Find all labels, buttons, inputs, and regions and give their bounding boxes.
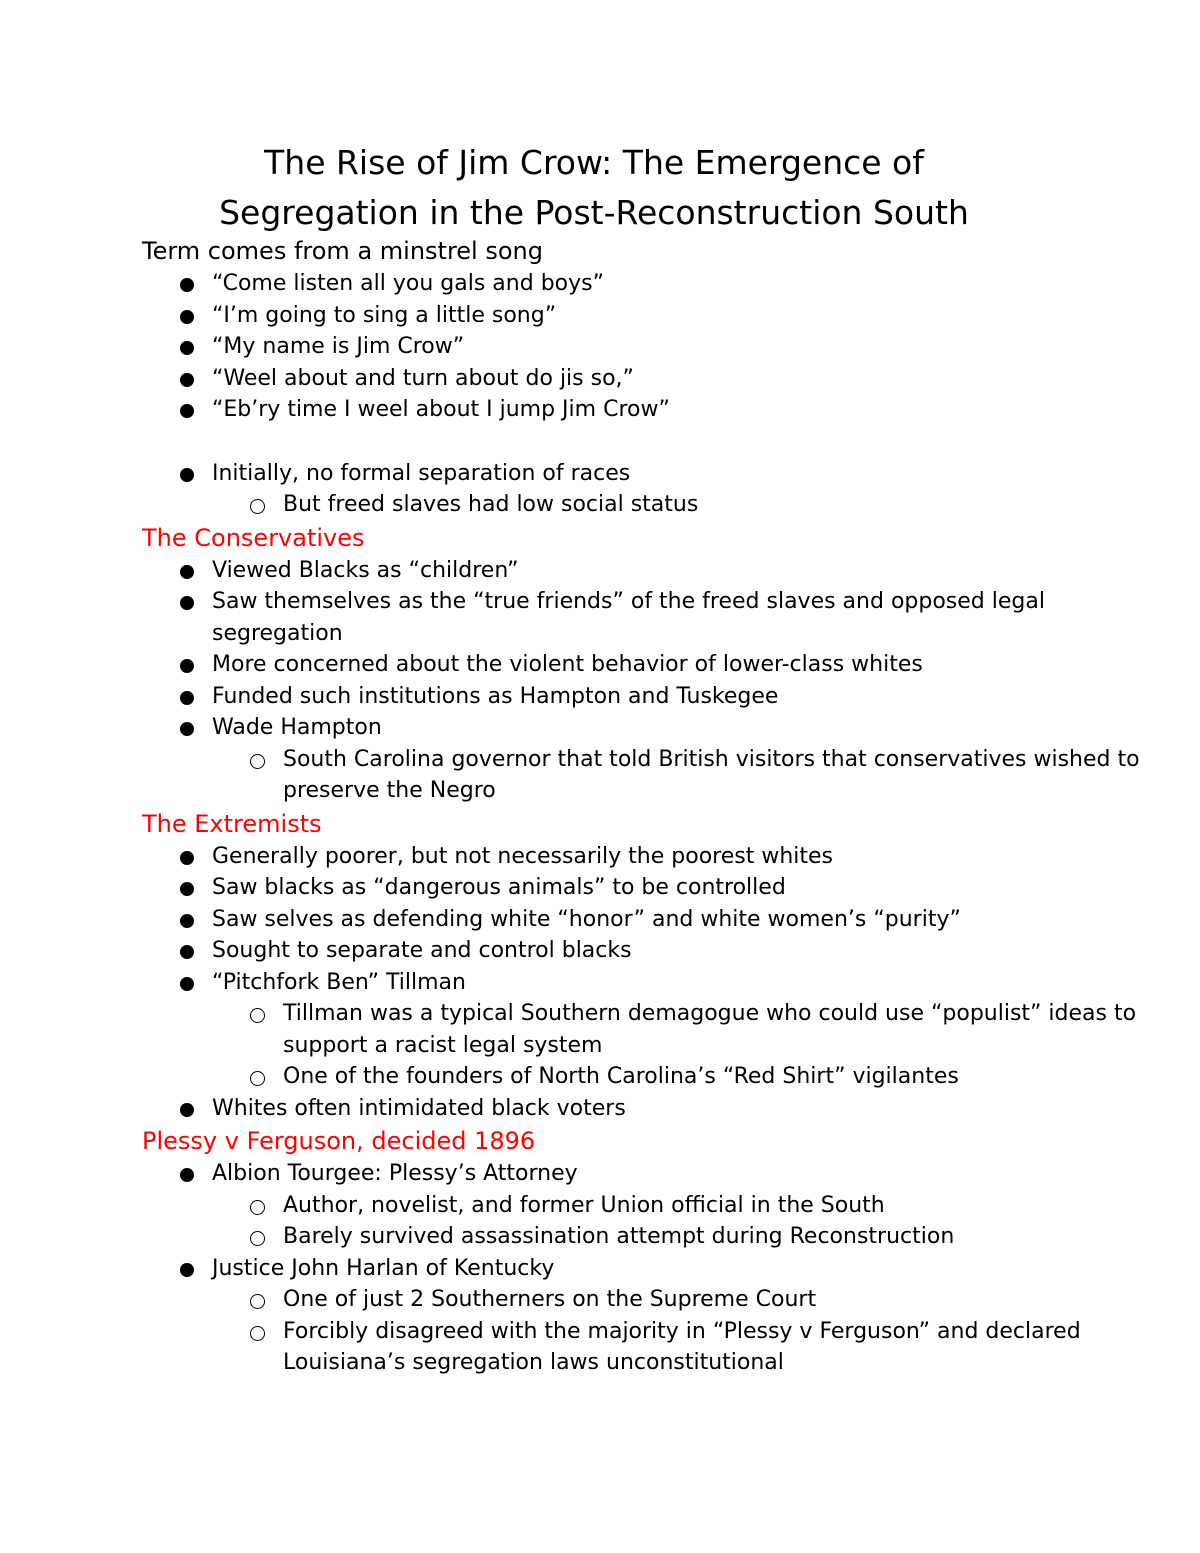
- bullet-item: [142, 872, 1142, 904]
- bullet-text: Whites often intimidated black voters: [212, 1095, 626, 1121]
- bullet-text: South Carolina governor that told British visitors that conservatives wished to preserve the Negro: [283, 746, 1140, 803]
- bullet-text: “My name is Jim Crow”: [212, 334, 465, 359]
- bullet-item: [142, 681, 1142, 713]
- bullet-text: Saw blacks as “dangerous animals” to be controlled: [212, 875, 786, 900]
- bullet-text: Tillman was a typical Southern demagogue who could use “populist” ideas to support a racist legal system: [283, 1001, 1137, 1058]
- sub-bullet-item: [142, 744, 1142, 807]
- bullet-text: Wade Hampton: [212, 715, 382, 740]
- bullet-item: [142, 649, 1142, 681]
- sub-bullet-item: [142, 1284, 1142, 1316]
- bullet-text: Sought to separate and control blacks: [212, 938, 632, 963]
- sub-bullet-item: [142, 489, 1142, 521]
- bullet-item: [142, 586, 1142, 649]
- bullet-text: Initially, no formal separation of races: [212, 460, 631, 486]
- bullet-text: Viewed Blacks as “children”: [212, 557, 519, 583]
- bullet-list: [142, 268, 1142, 521]
- bullet-text: Funded such institutions as Hampton and Tuskegee: [212, 683, 779, 709]
- bullet-item: [142, 555, 1142, 587]
- bullet-item: [142, 712, 1142, 744]
- bullet-text: Generally poorer, but not necessarily the poorest whites: [212, 843, 834, 869]
- section-heading: Term comes from a minstrel song: [142, 237, 543, 265]
- bullet-text: “Weel about and turn about do jis so,”: [212, 365, 634, 391]
- bullet-item: [142, 904, 1142, 936]
- sub-bullet-item: [142, 1190, 1142, 1222]
- sub-bullet-item: [142, 998, 1142, 1061]
- section-heading: Plessy v Ferguson, decided 1896: [142, 1127, 536, 1155]
- bullet-item: [142, 268, 1142, 300]
- bullet-text: “I’m going to sing a little song”: [212, 302, 557, 328]
- bullet-list: [142, 841, 1142, 1125]
- bullet-item: [142, 1093, 1142, 1125]
- bullet-item: [142, 458, 1142, 490]
- bullet-item: [142, 935, 1142, 967]
- section-heading: The Extremists: [142, 809, 322, 838]
- bullet-text: Saw themselves as the “true friends” of the freed slaves and opposed legal segregation: [212, 589, 1045, 646]
- bullet-text: Justice John Harlan of Kentucky: [212, 1255, 555, 1281]
- bullet-list: [142, 1158, 1142, 1379]
- title-line-2: Segregation in the Post-Reconstruction South: [219, 193, 969, 232]
- bullet-item: [142, 394, 1142, 426]
- bullet-text: Barely survived assassination attempt during Reconstruction: [283, 1224, 955, 1249]
- blank-line: [142, 426, 1142, 458]
- bullet-item: [142, 300, 1142, 332]
- bullet-item: [142, 967, 1142, 999]
- bullet-item: [142, 841, 1142, 873]
- bullet-text: One of the founders of North Carolina’s “Red Shirt” vigilantes: [283, 1064, 959, 1089]
- bullet-text: Author, novelist, and former Union official in the South: [283, 1192, 885, 1218]
- notes-content: [142, 234, 1142, 1379]
- sub-bullet-item: [142, 1061, 1142, 1093]
- bullet-text: Forcibly disagreed with the majority in “Plessy v Ferguson” and declared Louisiana’s segregation laws unconstitutional: [283, 1318, 1081, 1375]
- title-line-1: The Rise of Jim Crow: The Emergence of: [264, 143, 924, 182]
- bullet-text: “Pitchfork Ben” Tillman: [212, 969, 466, 995]
- bullet-item: [142, 363, 1142, 395]
- bullet-text: “Eb’ry time I weel about I jump Jim Crow”: [212, 397, 670, 422]
- bullet-list: [142, 555, 1142, 807]
- bullet-text: Albion Tourgee: Plessy’s Attorney: [212, 1161, 578, 1186]
- bullet-text: But freed slaves had low social status: [283, 492, 699, 517]
- bullet-item: [142, 1253, 1142, 1285]
- bullet-item: [142, 1158, 1142, 1190]
- section-heading: The Conservatives: [142, 523, 365, 552]
- bullet-text: More concerned about the violent behavior of lower-class whites: [212, 652, 923, 677]
- bullet-text: Saw selves as defending white “honor” and white women’s “purity”: [212, 906, 961, 932]
- sub-bullet-item: [142, 1221, 1142, 1253]
- page-title: [0, 138, 1188, 238]
- sub-bullet-item: [142, 1316, 1142, 1379]
- bullet-item: [142, 331, 1142, 363]
- bullet-text: “Come listen all you gals and boys”: [212, 271, 604, 296]
- bullet-text: One of just 2 Southerners on the Supreme Court: [283, 1287, 817, 1312]
